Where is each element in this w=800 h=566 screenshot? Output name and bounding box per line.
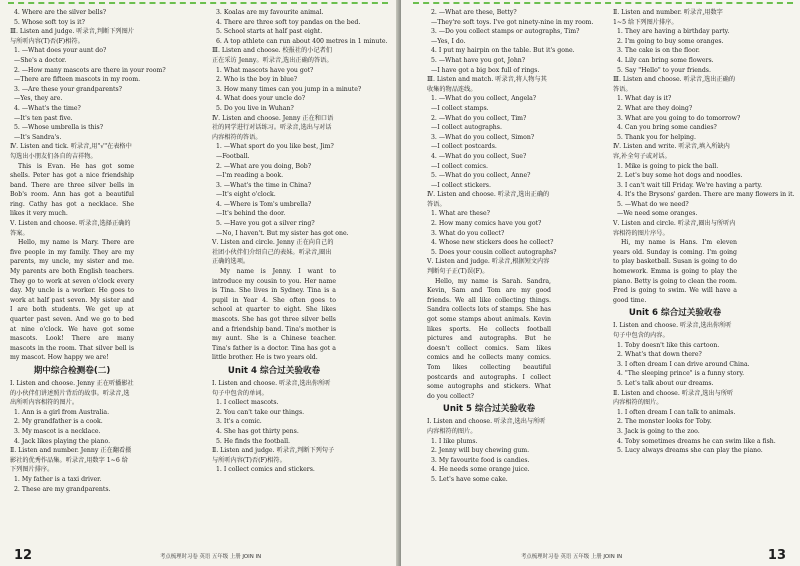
section-heading: Ⅲ. Listen and choose. 听录音,选出正确的答语。: [613, 76, 736, 93]
question-line: 5. Say "Hello" to your friends.: [617, 66, 711, 74]
section-heading: Ⅴ. Listen and circle. 听录音,圈出与所听内容相符的图片序号。: [613, 220, 736, 237]
question-line: —I collect comics.: [431, 162, 488, 170]
question-line: 3. Jack is going to the zoo.: [617, 427, 700, 435]
column-4: [613, 8, 795, 456]
question-line: 3. What do you collect?: [431, 229, 505, 237]
right-top-border: [413, 2, 793, 7]
question-line: 4. Lily can bring some flowers.: [617, 56, 714, 64]
question-line: —She's a doctor.: [14, 56, 67, 64]
question-line: 3. It's a comic.: [216, 418, 262, 426]
question-line: 5. —Have you got a silver ring?: [216, 220, 315, 228]
question-line: —We need some oranges.: [617, 210, 698, 218]
unit-title: Unit 6 综合过关验收卷: [628, 308, 722, 319]
question-line: 1. —What sport do you like best, Jim?: [216, 143, 334, 151]
question-line: —It's ten past five.: [14, 114, 73, 122]
question-line: 4. Toby sometimes dreams he can swim like a fish.: [617, 437, 776, 445]
right-page: [401, 0, 800, 566]
question-line: 5. Whose soft toy is it?: [14, 18, 85, 26]
question-line: 2. These are my grandparents.: [14, 485, 111, 493]
question-line: 1. Ann is a girl from Australia.: [14, 408, 110, 416]
question-line: 2. My grandfather is a cook.: [14, 418, 103, 426]
question-line: 6. A top athlete can run about 400 metres in 1 minute.: [216, 37, 388, 45]
section-heading: Ⅰ. Listen and choose. 听录音,选出你所听句子中包含的单词。: [212, 379, 331, 397]
question-line: 4. —What do you collect, Sue?: [431, 152, 527, 160]
passage-text: Hi, my name is Hans. I'm eleven years old. Sunday is coming. I'm going to play basketball. Susan is going to do homework. Emma is going to play the piano. Betty is going to clean the room. Fred is going to swim. We will have a good time.: [613, 239, 737, 304]
section-heading: Ⅲ. Listen and choose. 校报社的小记者们正在采访 Jenny。听录音,选出正确的答语。: [212, 47, 333, 64]
question-line: 3. —What's the time in China?: [216, 181, 312, 189]
section-heading: Ⅰ. Listen and choose. 听录音,选出你所听句子中包含的内容。: [613, 322, 732, 339]
question-line: 1. They are having a birthday party.: [617, 28, 730, 36]
column-3: [427, 8, 594, 485]
question-line: —There are fifteen mascots in my room.: [14, 76, 141, 84]
question-line: 4. —What's the time?: [14, 104, 81, 112]
question-line: 5. —What do you collect, Anne?: [431, 172, 531, 180]
question-line: 5. Does your cousin collect autographs?: [431, 248, 557, 256]
section-heading: Ⅱ. Listen and judge. 听录音,判断下列句子与所听内容(T)否(F)相符。: [212, 447, 335, 464]
question-line: 2. The monster looks for Toby.: [617, 418, 712, 426]
question-line: 3. My favourite food is candies.: [431, 456, 530, 464]
left-page: [0, 0, 399, 566]
question-line: 4. —Where is Tom's umbrella?: [216, 200, 312, 208]
question-line: 3. —Do you collect stamps or autographs, Tim?: [431, 28, 580, 36]
unit-title: Unit 5 综合过关验收卷: [442, 404, 536, 415]
passage-text: This is Evan. He has got some shells. Peter has got a nice friendship band. There are three silver bells in Bob's room. Ann has got a beautiful ring. Cathy has got a necklace. She likes it very much.: [10, 162, 134, 218]
section-heading: Ⅳ. Listen and choose. 听录音,选出正确的答语。: [427, 191, 550, 208]
question-line: 5. —What do we need?: [617, 200, 689, 208]
question-line: 4. There are three soft toy pandas on the bed.: [216, 18, 361, 26]
question-line: 2. What are they doing?: [617, 104, 693, 112]
question-line: 5. He finds the football.: [216, 437, 291, 445]
section-heading: Ⅱ. Listen and number. 听录音,用数字 1~5 给下列图片排序。: [613, 9, 723, 26]
question-line: 3. My mascot is a necklace.: [14, 427, 101, 435]
question-line: 1. I like plums.: [431, 437, 478, 445]
question-line: 2. —What are you doing, Bob?: [216, 162, 312, 170]
section-heading: Ⅴ. Listen and circle. Jenny 正在向自己的社团小伙伴们介绍自己的表妹。听录音,圈出正确的选项。: [212, 239, 334, 266]
question-line: 4. "The sleeping prince" is a funny story.: [617, 370, 745, 378]
question-line: 2. —What do you collect, Tim?: [431, 114, 527, 122]
question-line: 3. The cake is on the floor.: [617, 47, 700, 55]
question-line: 1. What mascots have you got?: [216, 66, 314, 74]
passage-text: Hello, my name is Sarah. Sandra, Kevin, Sam and Tom are my good friends. We all like collecting things. Sandra collects lots of stamps. She has got some stamps about animals. Kevin likes sports. He collects football pictures and autographs. But he doesn't collect comics. Sam likes comics and he collects many comics. Tom likes collecting beautiful postcards and autographs. I collect some autographs and stickers. What do you collect?: [427, 277, 551, 400]
left-footer: 考点梳理时习卷 英语 五年级 上册 JOIN IN: [160, 554, 262, 560]
question-line: 4. She has got thirty pens.: [216, 427, 299, 435]
question-line: 1. I collect mascots.: [216, 399, 279, 407]
question-line: 1. My father is a taxi driver.: [14, 475, 102, 483]
section-heading: Ⅳ. Listen and choose. Jenny 正在和口语社的同学进行对话练习。听录音,选出与对话内容相符的答语。: [212, 114, 334, 141]
question-line: 2. How many comics have you got?: [431, 220, 542, 228]
right-page-number: 13: [767, 548, 786, 563]
question-line: 4. It's the Brysons' garden. There are many flowers in it.: [617, 191, 795, 199]
question-line: 2. I'm going to buy some oranges.: [617, 37, 724, 45]
question-line: 3. How many times can you jump in a minute?: [216, 85, 362, 93]
question-line: —It's Sandra's.: [14, 133, 62, 141]
column-2: [212, 8, 388, 475]
question-line: —It's behind the door.: [216, 210, 286, 218]
question-line: 4. I put my hairpin on the table. But it's gone.: [431, 47, 575, 55]
question-line: —It's eight o'clock.: [216, 191, 276, 199]
question-line: —I collect autographs.: [431, 124, 502, 132]
question-line: 5. —Whose umbrella is this?: [14, 124, 104, 132]
question-line: 4. What does your uncle do?: [216, 95, 306, 103]
unit-title: 期中综合检测卷(二): [33, 365, 111, 376]
question-line: —No, I haven't. But my sister has got one.: [216, 229, 349, 237]
question-line: 2. —What are these, Betty?: [431, 9, 517, 16]
section-heading: Ⅰ. Listen and choose. Jenny 正在听播影社的小伙伴们讲述照片背后的故事。听录音,选出所听内容相符的图片。: [10, 379, 134, 407]
question-line: 4. Whose new stickers does he collect?: [431, 239, 554, 247]
question-line: 1. Mike is going to pick the ball.: [617, 162, 719, 170]
question-line: 4. Can you bring some candies?: [617, 124, 717, 132]
question-line: —Football.: [216, 152, 250, 160]
question-line: 5. School starts at half past eight.: [216, 28, 323, 36]
section-heading: Ⅱ. Listen and choose. 听录音,选出与所听内容相符的图片。: [613, 389, 734, 407]
question-line: 4. Jack likes playing the piano.: [14, 437, 111, 445]
question-line: 3. I often dream I can drive around China.: [617, 360, 750, 368]
question-line: 5. Thank you for helping.: [617, 133, 696, 141]
question-line: 1. —What do you collect, Angela?: [431, 95, 537, 103]
question-line: 2. You can't take our things.: [216, 408, 305, 416]
passage-text: Hello, my name is Mary. There are five people in my family. They are my parents, my uncle, my sister and me. My parents are both English teachers. They go to work at seven o'clock every day. My uncle is a worker. He goes to work at half past seven. My sister and I are both students. We get up at quarter past seven. And we go to bed at nine o'clock. We have got some mascots. Look! There are many mascots in the room. That silver bell is my mascot. How happy we are!: [10, 239, 134, 362]
question-line: 3. —What do you collect, Simon?: [431, 133, 535, 141]
question-line: 5. Lucy always dreams she can play the piano.: [617, 447, 763, 455]
question-line: —Yes, they are.: [14, 95, 63, 103]
question-line: 4. Where are the silver bells?: [14, 9, 107, 16]
question-line: —I collect stamps.: [431, 104, 489, 112]
question-line: —I have got a big box full of rings.: [431, 66, 540, 74]
question-line: —I'm reading a book.: [216, 172, 284, 180]
section-heading: Ⅳ. Listen and write. 听录音,填入所缺内容,补全句子或对话。: [613, 143, 730, 160]
question-line: 3. —Are these your grandparents?: [14, 85, 122, 93]
question-line: 5. Do you live in Wuhan?: [216, 104, 294, 112]
question-line: 4. He needs some orange juice.: [431, 466, 530, 474]
section-heading: Ⅲ. Listen and judge. 听录音,判断下列图片与所听内容(T)否(F)相符。: [10, 28, 134, 45]
question-line: 3. I can't wait till Friday. We're having a party.: [617, 181, 763, 189]
section-heading: Ⅴ. Listen and judge. 听录音,根据短文内容判断句子正(T)误(F)。: [427, 258, 550, 276]
left-page-number: 12: [14, 548, 33, 563]
question-line: 2. —How many mascots are there in your room?: [14, 66, 166, 74]
question-line: —They're soft toys. I've got ninety-nine in my room.: [431, 18, 594, 26]
question-line: 1. I collect comics and stickers.: [216, 466, 315, 474]
question-line: 2. Who is the boy in blue?: [216, 76, 298, 84]
question-line: —I collect postcards.: [431, 143, 497, 151]
right-footer: 考点梳理时习卷 英语 五年级 上册 JOIN IN: [521, 554, 623, 560]
section-heading: Ⅲ. Listen and match. 听录音,将人物与其收集的物品连线。: [427, 76, 547, 93]
question-line: 3. Koalas are my favourite animal.: [216, 9, 324, 16]
question-line: 2. Jenny will buy chewing gum.: [431, 447, 530, 455]
passage-text: My name is Jenny. I want to introduce my cousin to you. Her name is Tina. She lives in Sydney. Tina is a pupil in Year 4. She often goes to school at quarter to eight. She likes mascots. She has got three silver bells and a friendship band. Tina's mother is my aunt. She is a Chinese teacher. Tina's father is a doctor. Tina has got a little brother. He is two years old.: [212, 268, 336, 362]
question-line: 1. Toby doesn't like this cartoon.: [617, 341, 720, 349]
column-1: [10, 8, 166, 494]
section-heading: Ⅳ. Listen and tick. 听录音,用"√"在表格中勾选出小朋友们各自的吉祥物。: [10, 143, 132, 160]
section-heading: Ⅱ. Listen and number. Jenny 正在翻看摄影社的优秀作品集。听录音,用数字 1~6 给下列图片排序。: [10, 447, 132, 474]
question-line: 1. What day is it?: [617, 95, 672, 103]
question-line: 1. I often dream I can talk to animals.: [617, 408, 736, 416]
section-heading: Ⅴ. Listen and choose. 听录音,选择正确的答案。: [10, 220, 131, 237]
question-line: 5. Let's have some cake.: [431, 475, 508, 483]
left-top-border: [8, 2, 388, 7]
section-heading: Ⅰ. Listen and choose. 听录音,选出与所听内容相符的图片。: [427, 418, 546, 435]
question-line: —I collect stickers.: [431, 181, 491, 189]
question-line: 1. —What does your aunt do?: [14, 47, 107, 55]
question-line: —Yes, I do.: [431, 37, 466, 45]
question-line: 3. What are you going to do tomorrow?: [617, 114, 741, 122]
question-line: 5. Let's talk about our dreams.: [617, 379, 714, 387]
unit-title: Unit 4 综合过关验收卷: [227, 365, 321, 376]
question-line: 1. What are these?: [431, 210, 490, 218]
question-line: 5. —What have you got, John?: [431, 56, 526, 64]
question-line: 2. What's that down there?: [617, 351, 702, 359]
question-line: 2. Let's buy some hot dogs and noodles.: [617, 172, 743, 180]
